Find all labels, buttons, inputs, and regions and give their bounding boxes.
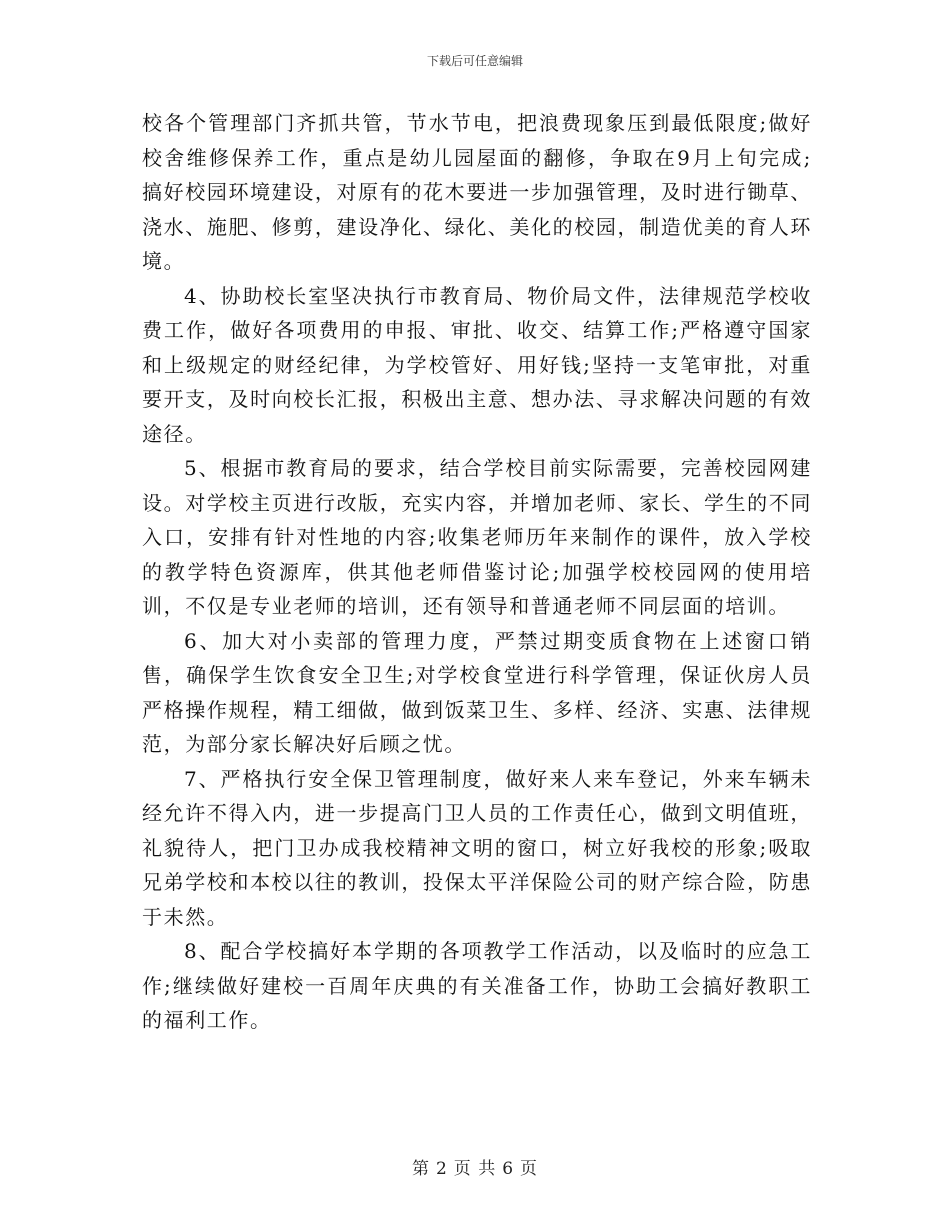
page-number: 2 <box>435 1159 448 1179</box>
paragraph-continuation: 校各个管理部门齐抓共管，节水节电，把浪费现象压到最低限度;做好校舍维修保养工作，重点是幼儿园屋面的翻修，争取在9月上旬完成;搞好校园环境建设，对原有的花木要进一步加强管理，及时进行锄草、浇水、施肥、修剪，建设净化、绿化、美化的校园，制造优美的育人环境。 <box>142 111 812 273</box>
page-header: 下载后可任意编辑 <box>426 54 523 68</box>
paragraph-item-7: 7、严格执行安全保卫管理制度，做好来人来车登记，外来车辆未经允许不得入内，进一步提高门卫人员的工作责任心，做到文明值班，礼貌待人，把门卫办成我校精神文明的窗口，树立好我校的形象;吸取兄弟学校和本校以往的教训，投保太平洋保险公司的财产综合险，防患于未然。 <box>142 766 812 929</box>
page-total: 6 <box>502 1159 515 1179</box>
page-suffix: 页 <box>520 1159 539 1179</box>
paragraph-item-6: 6、加大对小卖部的管理力度，严禁过期变质食物在上述窗口销售，确保学生饮食安全卫生;对学校食堂进行科学管理，保证伙房人员严格操作规程，精工细做，做到饭菜卫生、多样、经济、实惠、法律规范，为部分家长解决好后顾之忧。 <box>142 628 812 756</box>
paragraph-item-5: 5、根据市教育局的要求，结合学校目前实际需要，完善校园网建设。对学校主页进行改版，充实内容，并增加老师、家长、学生的不同入口，安排有针对性地的内容;收集老师历年来制作的课件，放入学校的教学特色资源库，供其他老师借鉴讨论;加强学校校园网的使用培训，不仅是专业老师的培训，还有领导和普通老师不同层面的培训。 <box>142 456 812 618</box>
paragraph-item-4: 4、协助校长室坚决执行市教育局、物价局文件，法律规范学校收费工作，做好各项费用的申报、审批、收交、结算工作;严格遵守国家和上级规定的财经纪律，为学校管好、用好钱;坚持一支笔审批，对重要开支，及时向校长汇报，积极出主意、想办法、寻求解决问题的有效途径。 <box>142 283 812 446</box>
paragraph-item-8: 8、配合学校搞好本学期的各项教学工作活动，以及临时的应急工作;继续做好建校一百周年庆典的有关准备工作，协助工会搞好教职工的福利工作。 <box>142 939 812 1032</box>
document-body <box>142 106 812 1038</box>
page-prefix: 第 <box>411 1159 430 1179</box>
page-footer <box>0 1154 950 1179</box>
page-mid: 页 共 <box>453 1159 497 1179</box>
